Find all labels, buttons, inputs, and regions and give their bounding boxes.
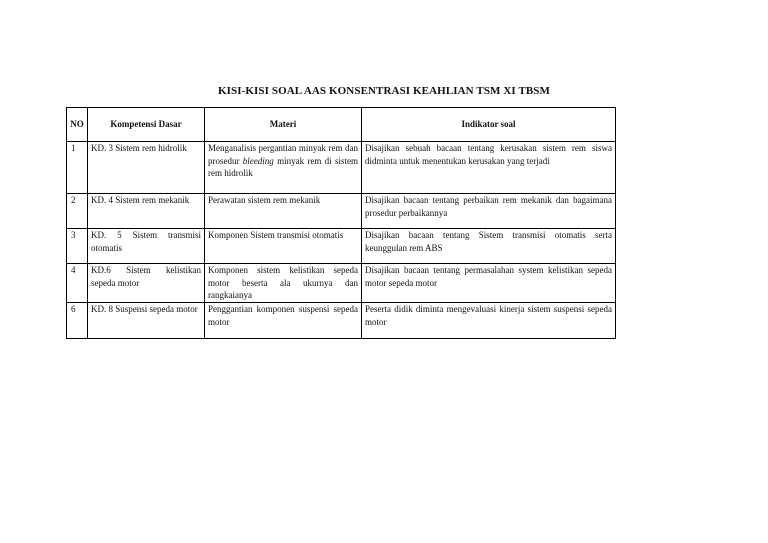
header-kompetensi-dasar: Kompetensi Dasar — [88, 108, 205, 142]
table-row — [67, 264, 616, 303]
row-number: 6 — [67, 303, 88, 339]
header-indikator-soal: Indikator soal — [362, 108, 616, 142]
table-body — [67, 142, 616, 339]
indikator-soal-cell: Disajikan bacaan tentang permasalahan system kelistikan sepeda motor sepeda motor — [362, 264, 616, 303]
indikator-soal-cell: Peserta didik diminta mengevaluasi kinerja sistem suspensi sepeda motor — [362, 303, 616, 339]
materi-text: Menganalisis pergantian minyak rem dan prosedur — [208, 143, 358, 166]
materi-cell: Komponen sistem kelistikan sepeda motor beserta ala ukurnya dan rangkaianya — [205, 264, 362, 303]
table-row — [67, 142, 616, 194]
table-row — [67, 194, 616, 229]
header-row — [67, 108, 616, 142]
indikator-soal-cell: Disajikan sebuah bacaan tentang kerusakan sistem rem siswa didminta untuk menentukan kerusakan yang terjadi — [362, 142, 616, 194]
header-materi: Materi — [205, 108, 362, 142]
row-number: 3 — [67, 229, 88, 264]
materi-cell: Komponen Sistem transmisi otomatis — [205, 229, 362, 264]
table-row — [67, 229, 616, 264]
row-number: 4 — [67, 264, 88, 303]
document-title: KISI-KISI SOAL AAS KONSENTRASI KEAHLIAN TSM XI TBSM — [217, 85, 551, 97]
kompetensi-dasar-cell: KD. 8 Suspensi sepeda motor — [88, 303, 205, 339]
table-row — [67, 303, 616, 339]
materi-cell: Penggantian komponen suspensi sepeda motor — [205, 303, 362, 339]
kisi-kisi-table — [66, 107, 616, 339]
materi-cell — [205, 142, 362, 194]
kompetensi-dasar-cell: KD. 5 Sistem transmisi otomatis — [88, 229, 205, 264]
indikator-soal-cell: Disajikan bacaan tentang perbaikan rem mekanik dan bagaimana prosedur perbaikannya — [362, 194, 616, 229]
materi-cell: Perawatan sistem rem mekanik — [205, 194, 362, 229]
kompetensi-dasar-cell: KD.6 Sistem kelistikan sepeda motor — [88, 264, 205, 303]
table-header — [67, 108, 616, 142]
kompetensi-dasar-cell: KD. 4 Sistem rem mekanik — [88, 194, 205, 229]
row-number: 1 — [67, 142, 88, 194]
materi-italic-term: bleeding — [242, 155, 274, 166]
header-no: NO — [67, 108, 88, 142]
kompetensi-dasar-cell: KD. 3 Sistem rem hidrolik — [88, 142, 205, 194]
indikator-soal-cell: Disajikan bacaan tentang Sistem transmisi otomatis serta keunggulan rem ABS — [362, 229, 616, 264]
row-number: 2 — [67, 194, 88, 229]
materi-text-continued: minyak rem di sistem rem hidrolik — [208, 155, 358, 178]
